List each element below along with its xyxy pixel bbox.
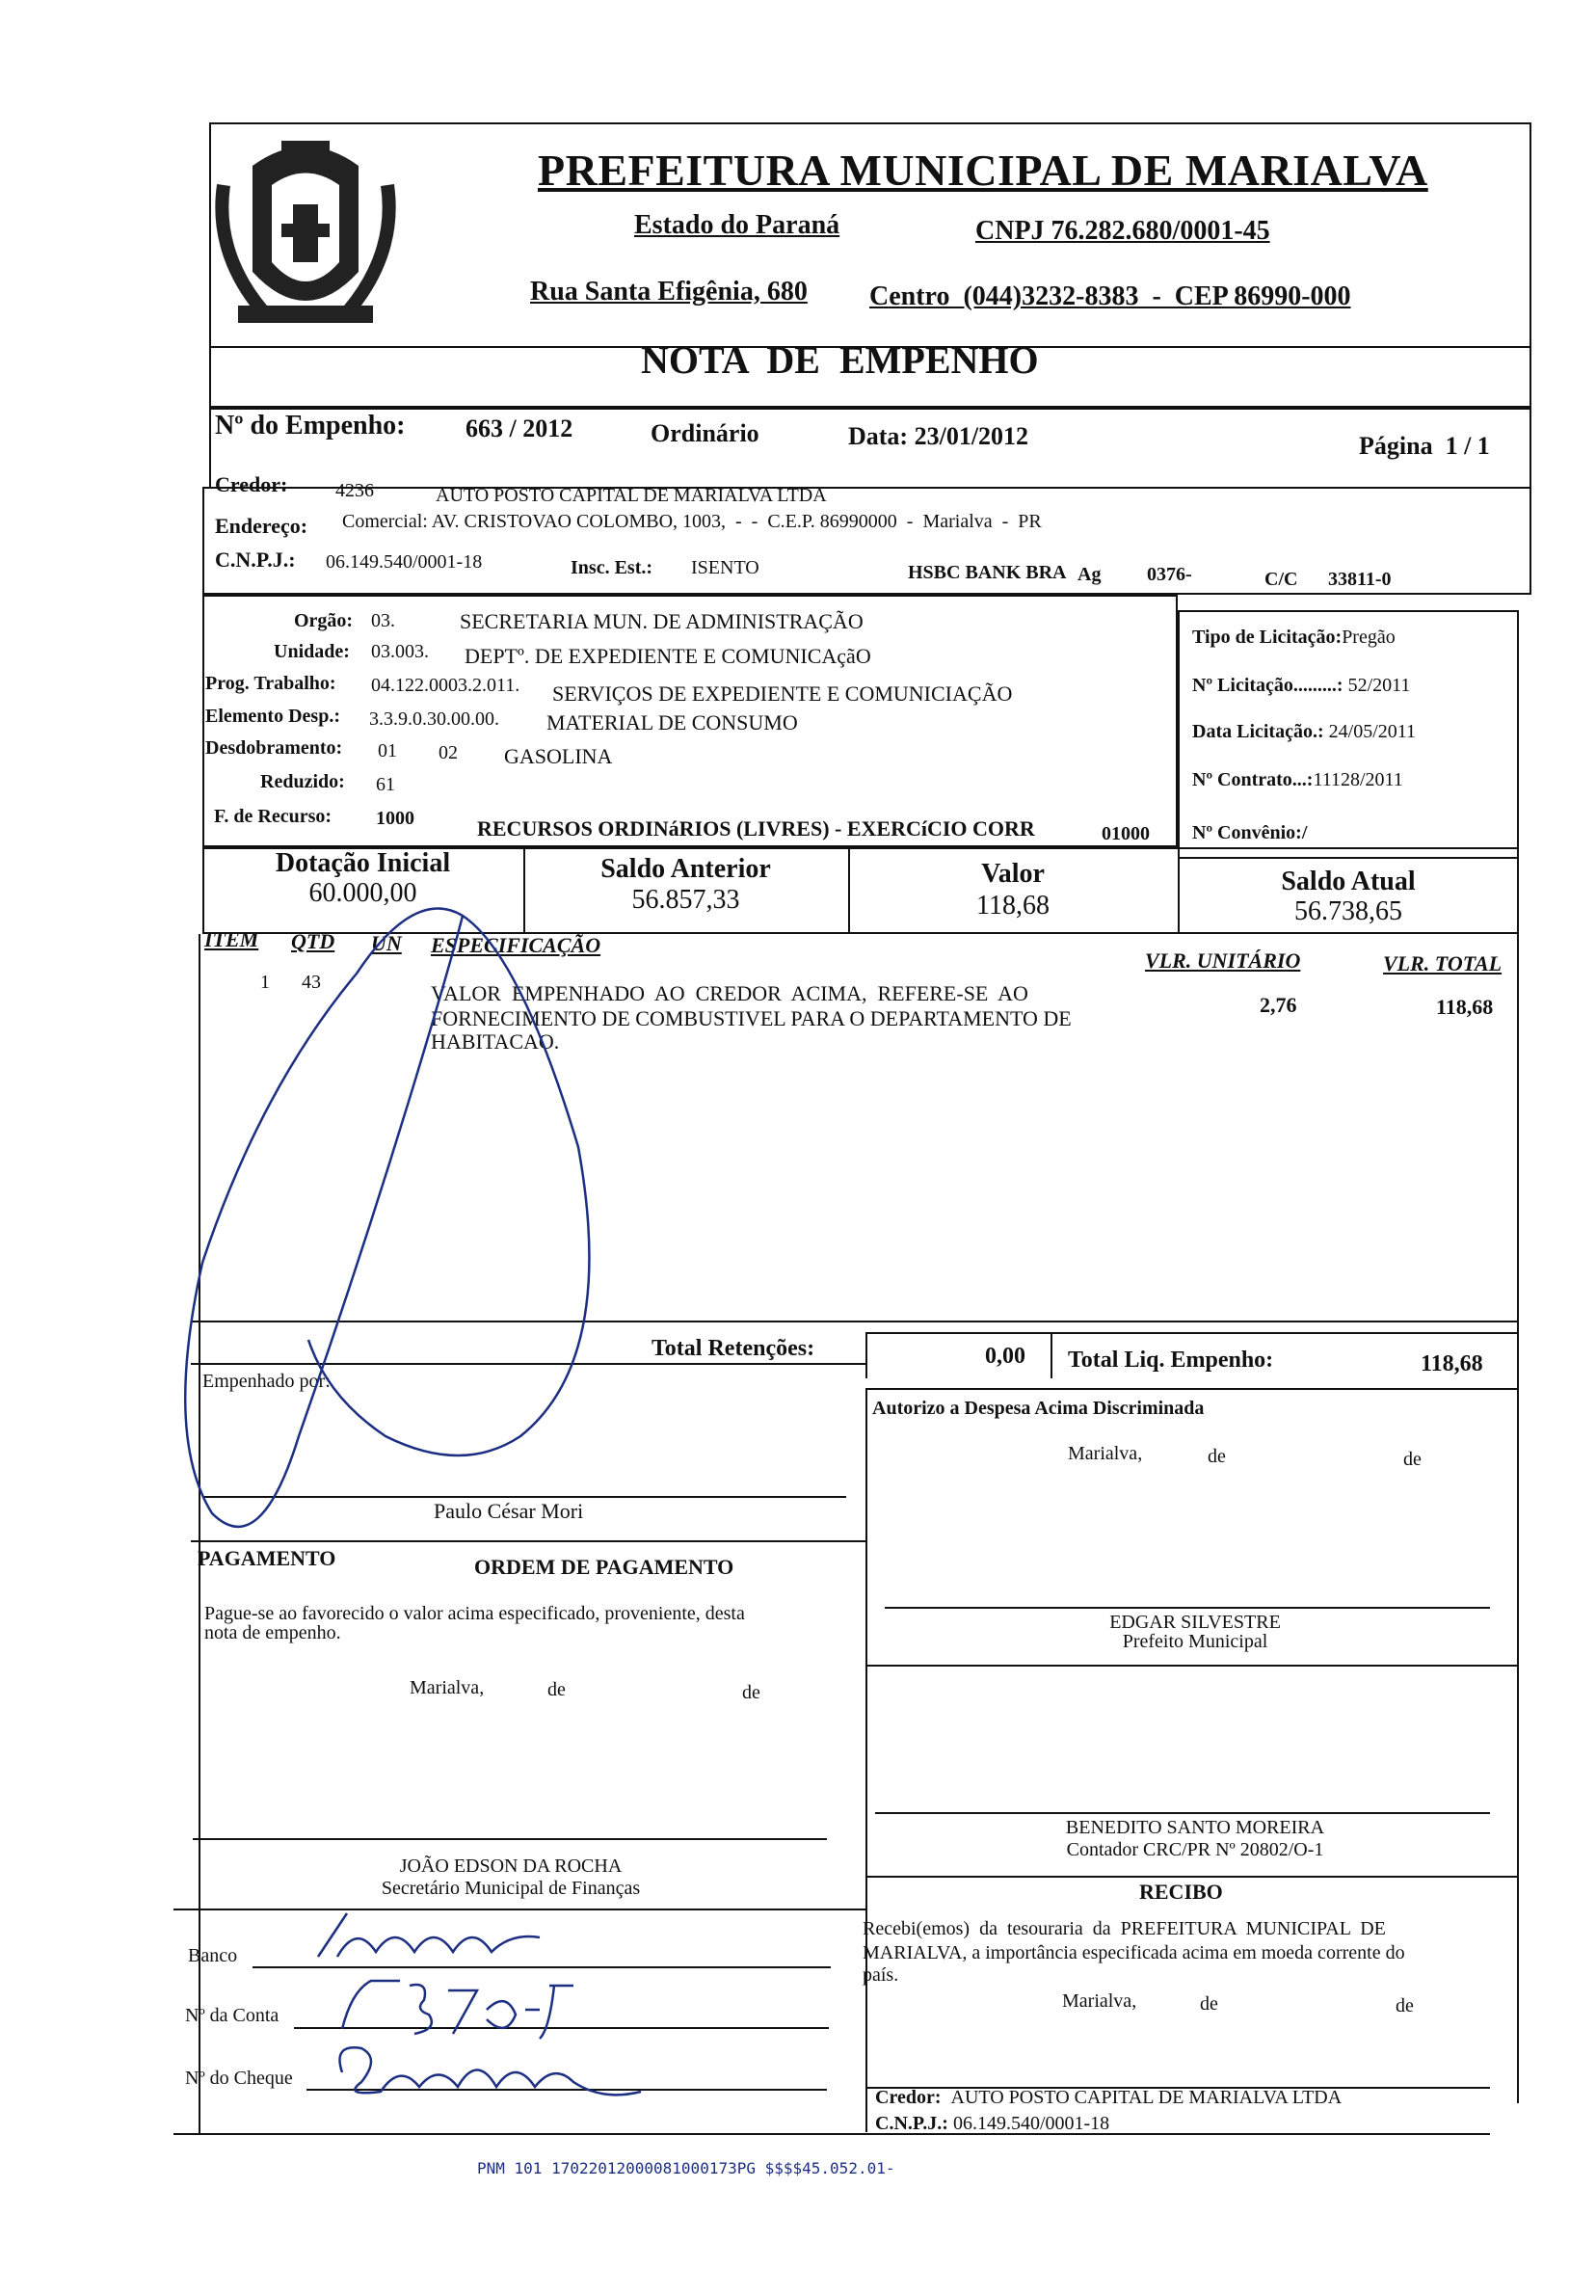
unidade-label: Unidade:: [274, 641, 350, 662]
autorizo-de-2: de: [1403, 1449, 1422, 1470]
divider: [1517, 934, 1519, 2103]
handwritten-loop-mark: [173, 896, 626, 1571]
saldo-anterior-label: Saldo Anterior: [600, 854, 771, 884]
orgao-code: 03.: [371, 610, 395, 631]
valor-value: 118,68: [976, 891, 1050, 921]
agency-label: Ag: [1077, 564, 1102, 585]
dotacao-value: 60.000,00: [308, 878, 417, 908]
orgao-name: SECRETARIA MUN. DE ADMINISTRAÇÃO: [460, 609, 864, 633]
address-label: Rua Santa Efigênia, 680: [530, 277, 808, 307]
handwritten-cheque-number: [323, 2034, 651, 2111]
numero-contrato: [1192, 769, 1403, 791]
numero-licitacao-label: Nº Licitação.........:: [1192, 675, 1343, 696]
prog-name: SERVIÇOS DE EXPEDIENTE E COMUNICIAÇÃO: [552, 681, 1013, 706]
contador-title: Contador CRC/PR Nº 20802/O-1: [1066, 1839, 1324, 1860]
doc-title: NOTA DE EMPENHO: [641, 338, 1039, 382]
conta-label: Nº da Conta: [185, 2005, 279, 2026]
credor-cnpj: 06.149.540/0001-18: [326, 551, 483, 573]
empenho-label: Nº do Empenho:: [215, 411, 406, 441]
recibo-credor-label: Credor:: [875, 2087, 942, 2108]
desdobramento-label: Desdobramento:: [205, 737, 343, 759]
tipo-licitacao-value: Pregão: [1342, 627, 1396, 648]
data-licitacao: [1192, 721, 1416, 743]
recurso-label: F. de Recurso:: [214, 806, 332, 827]
total-retencoes-value: 0,00: [985, 1344, 1025, 1369]
desdobramento-a: 01: [378, 740, 397, 761]
numero-licitacao: [1192, 675, 1410, 697]
total-liquido-value: 118,68: [1421, 1351, 1483, 1376]
empenhado-por-label: Empenhado por:: [202, 1371, 331, 1392]
credor-address: Comercial: AV. CRISTOVAO COLOMBO, 1003, - - C.E.P. 86990000 - Marialva - PR: [342, 511, 1042, 532]
recurso-name: RECURSOS ORDINáRIOS (LIVRES) - EXERCíCIO CORR: [477, 816, 1035, 841]
total-retencoes-label: Total Retenções:: [652, 1336, 815, 1361]
insc-value: ISENTO: [691, 557, 759, 578]
address-field-label: Endereço:: [215, 514, 308, 538]
numero-convenio-label: Nº Convênio:/: [1192, 822, 1308, 843]
divider: [865, 1332, 1519, 1334]
item-spec-line3: HABITACAO.: [431, 1029, 560, 1054]
item-number: 1: [260, 972, 270, 993]
empenho-date: Data: 23/01/2012: [848, 422, 1029, 450]
insc-label: Insc. Est.:: [571, 557, 653, 578]
recibo-line2: MARIALVA, a importância especificada acima em moeda corrente do: [863, 1942, 1405, 1963]
divider: [1051, 1332, 1052, 1378]
autorizo-label: Autorizo a Despesa Acima Discriminada: [872, 1398, 1205, 1419]
recibo-cnpj-value: 06.149.540/0001-18: [952, 2113, 1110, 2134]
signature-line: [193, 1838, 827, 1840]
divider: [865, 1332, 867, 1378]
bank-name: HSBC BANK BRA: [908, 562, 1067, 583]
prog-label: Prog. Trabalho:: [205, 673, 336, 694]
cnpj-label: C.N.P.J.:: [215, 547, 296, 572]
state-label: Estado do Paraná: [634, 210, 840, 240]
saldo-atual-label: Saldo Atual: [1281, 867, 1416, 896]
pague-line2: nota de empenho.: [204, 1622, 341, 1643]
paulo-name: Paulo César Mori: [434, 1499, 584, 1523]
header-un: UN: [371, 931, 402, 955]
credor-label: Credor:: [215, 472, 288, 496]
district-phone-cep: Centro (044)3232-8383 - CEP 86990-000: [869, 281, 1351, 311]
header-qtd: QTD: [291, 929, 335, 953]
recibo-credor-name: AUTO POSTO CAPITAL DE MARIALVA LTDA: [950, 2087, 1343, 2108]
dotacao-label: Dotação Inicial: [275, 848, 451, 878]
data-licitacao-value: 24/05/2011: [1328, 721, 1417, 742]
recibo-line1: Recebi(emos) da tesouraria da PREFEITURA MUNICIPAL DE: [863, 1918, 1386, 1939]
valor-label: Valor: [981, 859, 1045, 889]
pagamento-label: PAGAMENTO: [198, 1546, 336, 1570]
autorizo-marialva: Marialva,: [1068, 1443, 1143, 1464]
account-number: 33811-0: [1328, 569, 1392, 590]
item-qtd: 43: [302, 972, 321, 993]
pagamento-de-1: de: [547, 1679, 566, 1700]
tipo-licitacao: [1192, 627, 1396, 649]
recibo-cnpj: [875, 2113, 1109, 2135]
cnpj-header: CNPJ 76.282.680/0001-45: [975, 216, 1270, 246]
signature-line: [875, 1812, 1490, 1814]
recibo-de-2: de: [1396, 1995, 1414, 2016]
banco-label: Banco: [188, 1945, 238, 1966]
prefeitura-title: PREFEITURA MUNICIPAL DE MARIALVA: [538, 146, 1428, 195]
edgar-name: EDGAR SILVESTRE: [1109, 1612, 1281, 1633]
benedito-name: BENEDITO SANTO MOREIRA: [1065, 1817, 1325, 1838]
orgao-label: Orgão:: [294, 610, 354, 631]
secretario-title: Secretário Municipal de Finanças: [381, 1878, 641, 1899]
elemento-label: Elemento Desp.:: [205, 706, 340, 727]
header-especificacao: ESPECIFICAÇÃO: [431, 933, 601, 957]
agency-number: 0376-: [1147, 564, 1192, 585]
credor-code: 4236: [335, 480, 374, 501]
pagamento-marialva: Marialva,: [410, 1677, 485, 1698]
item-spec-line1: VALOR EMPENHADO AO CREDOR ACIMA, REFERE-SE AO: [431, 981, 1028, 1005]
recibo-credor: [875, 2087, 1342, 2109]
prog-code: 04.122.0003.2.011.: [371, 675, 520, 696]
pagamento-de-2: de: [742, 1682, 760, 1703]
desdobramento-b: 02: [439, 742, 458, 763]
recurso-number: 01000: [1102, 823, 1150, 844]
tipo-licitacao-label: Tipo de Licitação:: [1192, 627, 1343, 648]
total-liquido-label: Total Liq. Empenho:: [1068, 1348, 1274, 1373]
numero-contrato-value: 11128/2011: [1313, 769, 1403, 790]
signature-line: [885, 1607, 1490, 1609]
divider: [865, 1388, 867, 2132]
item-unit-value: 2,76: [1260, 993, 1297, 1017]
recibo-line3: país.: [863, 1964, 899, 1986]
ordem-pagamento-label: ORDEM DE PAGAMENTO: [474, 1555, 734, 1579]
divider: [865, 1876, 1519, 1878]
credor-name: AUTO POSTO CAPITAL DE MARIALVA LTDA: [436, 485, 827, 506]
elemento-name: MATERIAL DE CONSUMO: [546, 710, 798, 734]
data-licitacao-label: Data Licitação.:: [1192, 721, 1324, 742]
desdobramento-name: GASOLINA: [504, 744, 613, 768]
cheque-label: Nº do Cheque: [185, 2068, 293, 2089]
account-label: C/C: [1264, 569, 1298, 590]
recibo-cnpj-label: C.N.P.J.:: [875, 2113, 948, 2134]
unidade-name: DEPTº. DE EXPEDIENTE E COMUNICAçãO: [465, 644, 871, 668]
empenho-type: Ordinário: [651, 419, 759, 447]
coat-of-arms-logo: [214, 127, 397, 339]
saldo-anterior-value: 56.857,33: [631, 885, 740, 915]
autorizo-de-1: de: [1208, 1446, 1226, 1467]
pague-line1: Pague-se ao favorecido o valor acima especificado, proveniente, desta: [204, 1603, 745, 1624]
recibo-de-1: de: [1200, 1993, 1218, 2015]
empenho-number: 663 / 2012: [466, 414, 573, 442]
header-vlr-unitario: VLR. UNITÁRIO: [1145, 948, 1301, 973]
saldo-atual-value: 56.738,65: [1294, 896, 1402, 926]
prefeito-title: Prefeito Municipal: [1122, 1631, 1268, 1652]
joao-name: JOÃO EDSON DA ROCHA: [399, 1855, 623, 1877]
elemento-code: 3.3.9.0.30.00.00.: [369, 708, 499, 730]
divider: [865, 1388, 1519, 1390]
unidade-code: 03.003.: [371, 641, 429, 662]
recibo-title: RECIBO: [1139, 1880, 1223, 1904]
divider: [173, 2133, 1490, 2135]
header-item: ITEM: [204, 927, 259, 951]
header-vlr-total: VLR. TOTAL: [1383, 951, 1503, 975]
reduzido-label: Reduzido:: [260, 771, 345, 792]
divider: [865, 1665, 1519, 1667]
page-number: Página 1 / 1: [1359, 432, 1490, 460]
item-spec-line2: FORNECIMENTO DE COMBUSTIVEL PARA O DEPARTAMENTO DE: [431, 1006, 1072, 1030]
numero-contrato-label: Nº Contrato...:: [1192, 769, 1314, 790]
recibo-marialva: Marialva,: [1062, 1990, 1137, 2012]
item-total-value: 118,68: [1436, 995, 1494, 1019]
footer-code: PNM 101 17022012000081000173PG $$$$45.052.01-: [477, 2159, 895, 2177]
reduzido-value: 61: [376, 774, 395, 795]
recurso-code: 1000: [376, 808, 414, 829]
numero-licitacao-value: 52/2011: [1347, 675, 1411, 696]
handwritten-bank-name: [308, 1904, 559, 1971]
